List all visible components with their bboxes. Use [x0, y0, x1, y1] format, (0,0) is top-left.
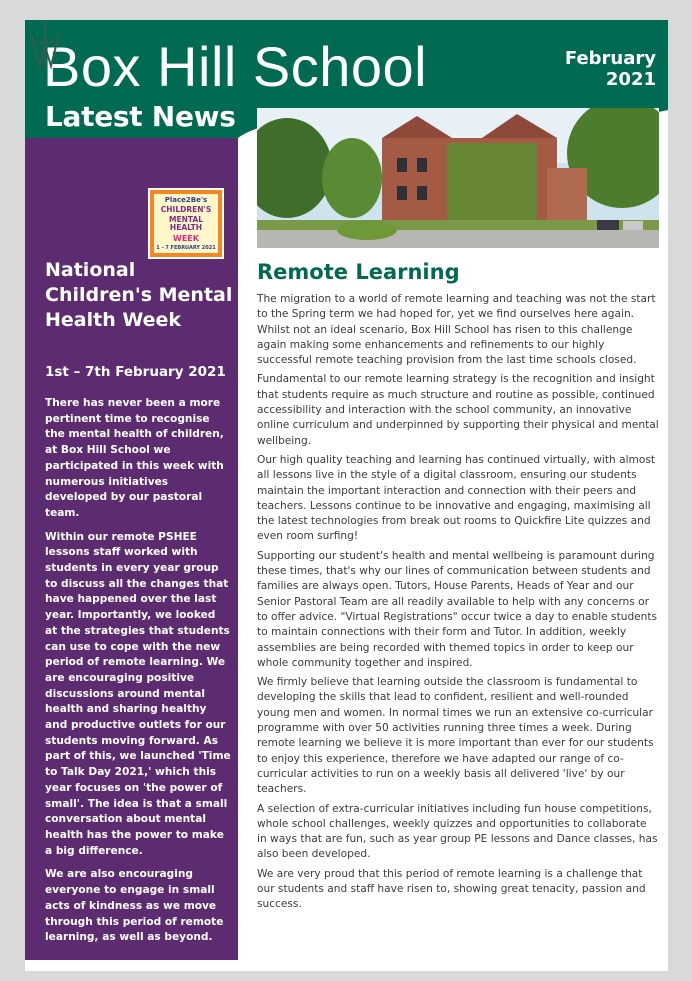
article-paragraph: We firmly believe that learning outside the classroom is fundamental to developing the skills that lead to confident, resilient and well-rounded young men and women. In normal times we run an extensive co-curricular programme with over 50 activities running three times a week. During remote learning we believe it is more important than ever for our students to enjoy this experience, therefore we have adapted our range of co-curricular activities to run on a weekly basis all delivered 'live' by our teachers. [257, 676, 654, 796]
badge-place2be: Place2Be's [164, 196, 208, 204]
sidebar-title: National Children's Mental Health Week [45, 259, 233, 331]
article-title: Remote Learning [257, 260, 460, 284]
sidebar-paragraph: There has never been a more pertinent time to recognise the mental health of children, at Box Hill School we participated in this week with numerous initiatives developed by our pastoral team. [45, 397, 224, 519]
school-name: Box Hill School [43, 35, 428, 98]
issue-year: 2021 [605, 69, 656, 90]
badge-mental-health: MENTAL HEALTH [169, 215, 203, 232]
sidebar-dates: 1st – 7th February 2021 [45, 364, 226, 380]
sidebar-paragraph: We are also encouraging everyone to engage in small acts of kindness as we move through this period of remote learning, as well as beyond. [45, 868, 224, 944]
badge-childrens: CHILDREN'S [160, 205, 212, 214]
article-body [257, 292, 659, 917]
issue-date [556, 48, 656, 90]
sidebar-mental-health-week [25, 138, 238, 960]
badge-dates: 1 - 7 FEBRUARY 2021 [156, 245, 216, 251]
article-paragraph: The migration to a world of remote learning and teaching was not the start to the Spring term we had hoped for, yet we find ourselves here again. Whilst not an ideal scenario, Box Hill School has risen to this challenge again making some enhancements and refinements to our highly successful remote teaching provision from the last time schools closed. [257, 293, 656, 367]
article-paragraph: Supporting our student's health and mental wellbeing is paramount during these times, that's why our lines of communication between students and families are always open. Tutors, House Parents, Heads of Year and our Senior Pastoral Team are all readily available to help with any concerns or to offer advice. "Virtual Registrations" occur twice a day to enable students to maintain connections with their form and Tutor. In addition, weekly assemblies are being recorded with themed topics in order to keep our whole community together and inspired. [257, 549, 658, 669]
sidebar-body [45, 396, 231, 954]
newsletter-page [25, 20, 668, 971]
school-building-photo [257, 108, 659, 248]
issue-month: February [564, 48, 656, 69]
school-crest-icon [25, 20, 65, 70]
section-title: Latest News [45, 100, 236, 133]
article-paragraph: Fundamental to our remote learning strategy is the recognition and insight that students require as much structure and routine as possible, continued accessibility and interaction with the school community, an innovative online curriculum and underpinned by supporting their physical and mental wellbeing. [257, 373, 659, 447]
badge-week: WEEK [173, 234, 199, 243]
article-paragraph: We are very proud that this period of remote learning is a challenge that our students and staff have risen to, showing great tenacity, passion and success. [257, 867, 646, 911]
sidebar-paragraph: Within our remote PSHEE lessons staff worked with students in every year group to discuss all the changes that have happened over the last year. Importantly, we looked at the strategies that students can use to cope with the new period of remote learning. We are encouraging positive discussions around mental health and sharing healthy and productive outlets for our students moving forward. As part of this, we launched 'Time to Talk Day 2021,' which this year focuses on 'the power of small'. The idea is that a small conversation about mental health has the power to make a big difference. [45, 530, 231, 857]
article-paragraph: A selection of extra-curricular initiatives including fun house competitions, whole school challenges, weekly quizzes and opportunities to collaborate in ways that are fun, such as year group PE lessons and Dance classes, has also been developed. [257, 802, 658, 861]
mental-health-week-logo [148, 188, 224, 259]
article-paragraph: Our high quality teaching and learning has continued virtually, with almost all lessons live in the style of a digital classroom, ensuring our students maintain the important interaction and connection with their peers and teachers. Lessons continue to be innovative and engaging, maximising all the latest technologies from break out rooms to Quickfire Lite quizzes and even room surfing! [257, 453, 656, 543]
